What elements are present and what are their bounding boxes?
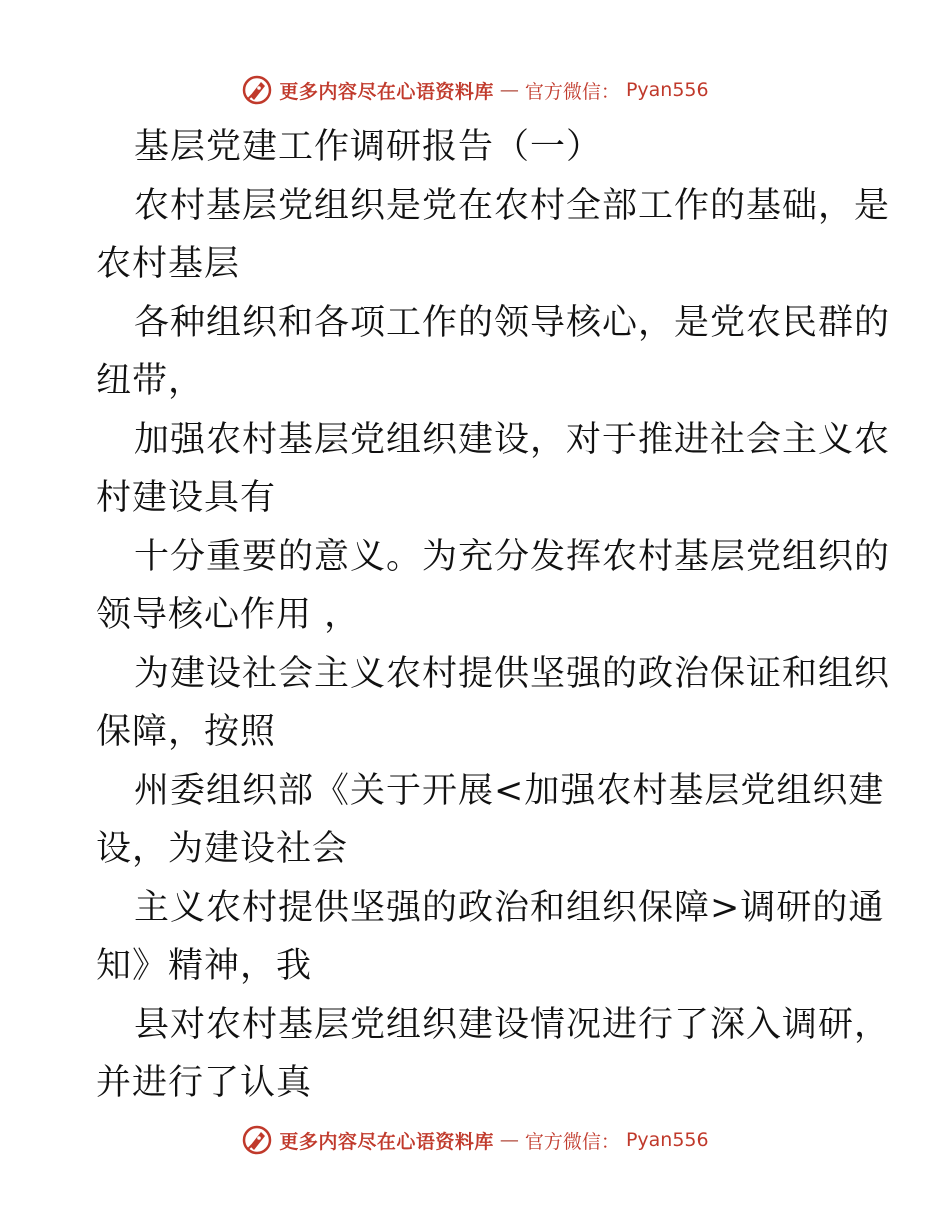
text-line: 主义农村提供坚强的政治和组织保障>调研的通	[134, 887, 885, 928]
text-line: 各种组织和各项工作的领导核心，是党农民群的	[134, 302, 891, 343]
pen-nib-logo-icon	[241, 74, 273, 106]
banner-wechat-label: 官方微信：	[524, 1130, 620, 1153]
text-line: 为建设社会主义农村提供坚强的政治保证和组织	[134, 653, 891, 694]
text-line: 纽带，	[96, 361, 205, 401]
text-line: 农村基层	[96, 244, 241, 284]
text-line: 领导核心作用 ，	[96, 595, 361, 635]
text-line: 十分重要的意义。为充分发挥农村基层党组织的	[134, 536, 891, 577]
text-line: 知》精神，我	[96, 946, 313, 986]
banner-wechat-id: Pyan556	[625, 79, 709, 101]
banner-wechat-label: 官方微信：	[524, 80, 620, 103]
banner-brand-text: 更多内容尽在心语资料库	[279, 80, 494, 103]
text-line: 设，为建设社会	[96, 829, 349, 869]
text-line: 加强农村基层党组织建设，对于推进社会主义农	[134, 419, 891, 460]
text-line: 村建设具有	[96, 478, 277, 518]
banner-dash: —	[499, 1129, 519, 1151]
document-title: 基层党建工作调研报告（一）	[134, 127, 603, 167]
pen-nib-logo-icon	[241, 1124, 273, 1156]
document-body	[96, 118, 891, 1113]
header-banner	[0, 70, 950, 110]
text-line: 县对农村基层党组织建设情况进行了深入调研，	[134, 1004, 891, 1045]
banner-wechat-id: Pyan556	[625, 1129, 709, 1151]
banner-brand-text: 更多内容尽在心语资料库	[279, 1130, 494, 1153]
text-line: 并进行了认真	[96, 1063, 313, 1103]
text-line: 保障，按照	[96, 712, 277, 752]
footer-banner	[0, 1120, 950, 1160]
text-line: 州委组织部《关于开展<加强农村基层党组织建	[134, 770, 885, 811]
text-line: 农村基层党组织是党在农村全部工作的基础，是	[134, 185, 891, 226]
banner-dash: —	[499, 79, 519, 101]
